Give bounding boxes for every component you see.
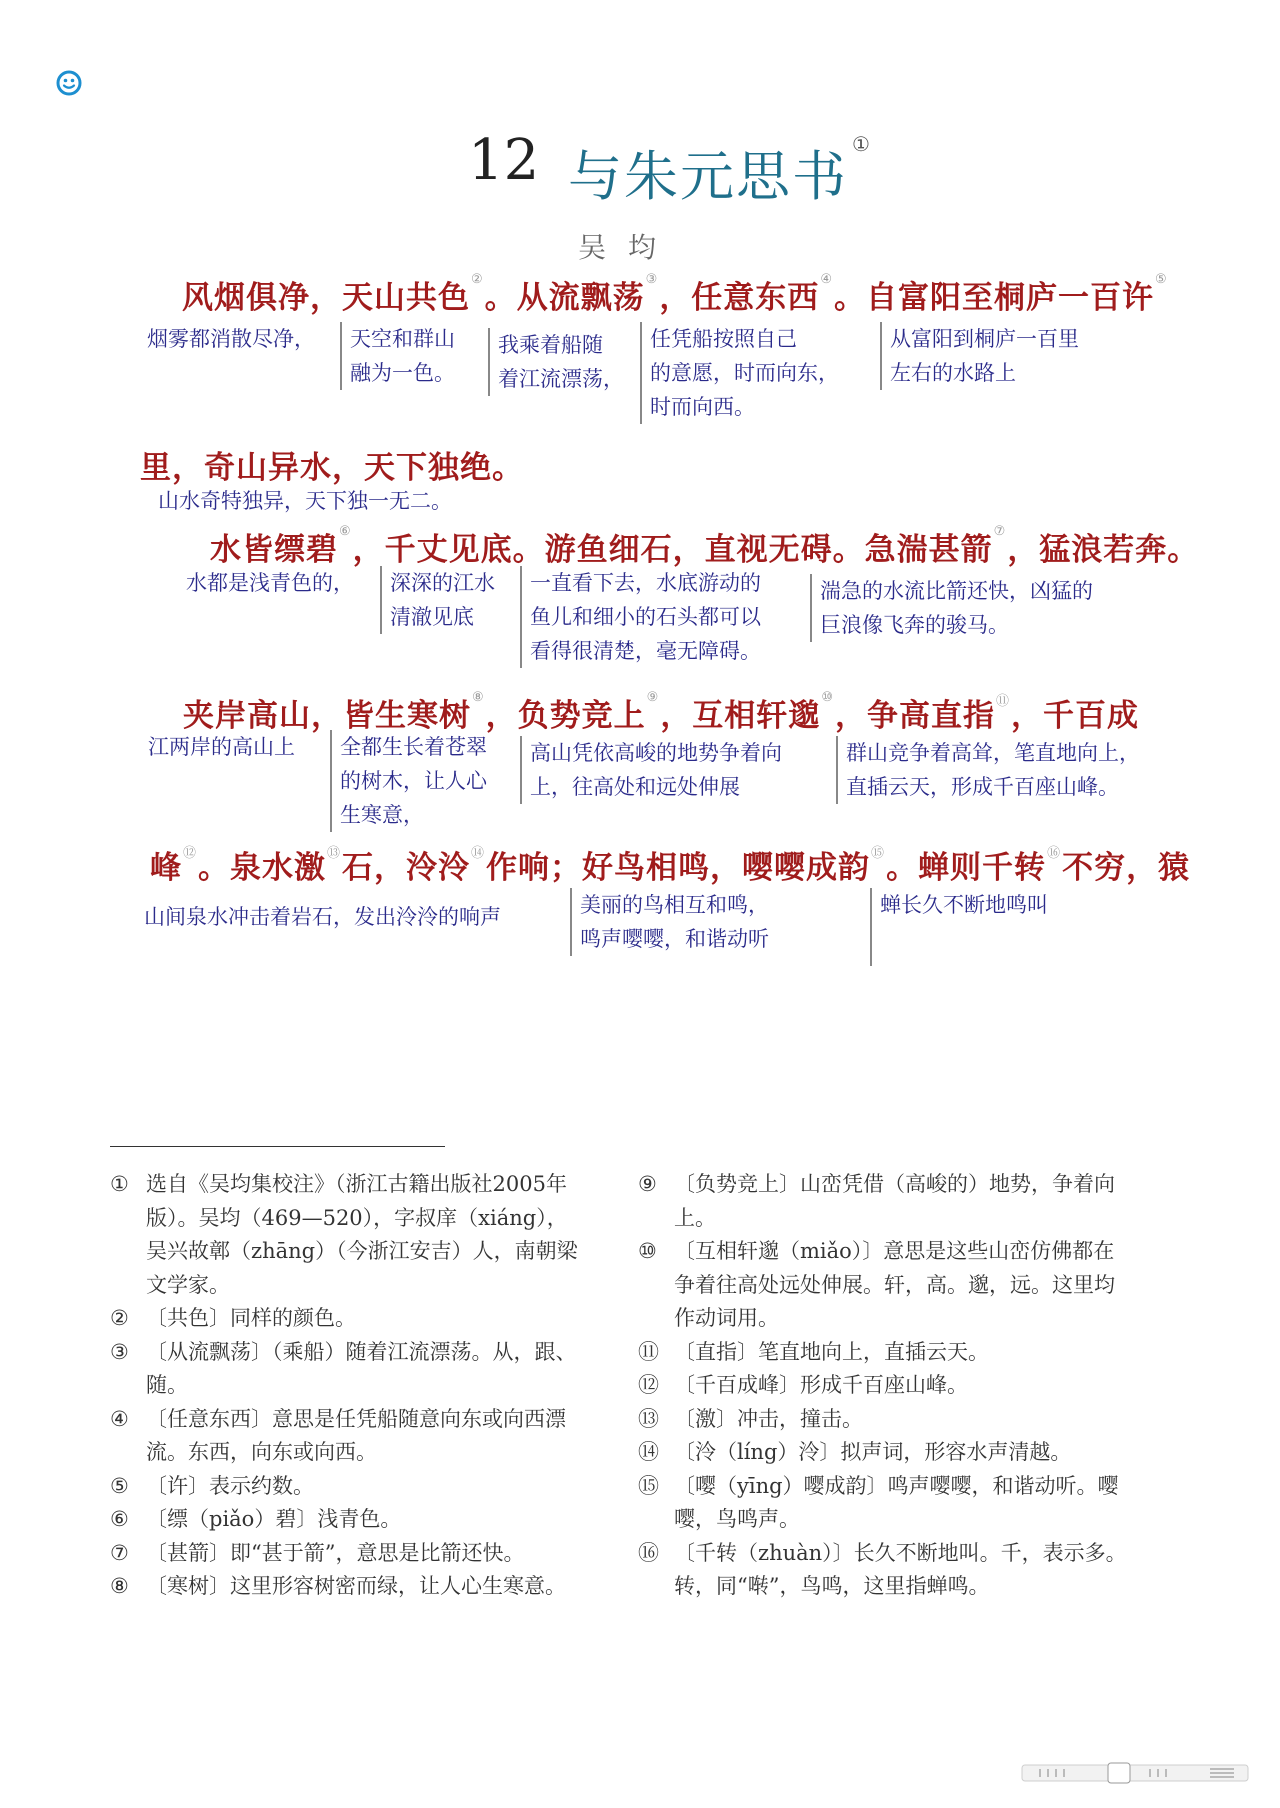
footnote	[110, 1403, 588, 1470]
footnote	[638, 1537, 1128, 1604]
footnote	[638, 1436, 1128, 1470]
footnote-number: ⑤	[110, 1473, 129, 1498]
footnote-number: ④	[110, 1406, 129, 1431]
text-line-1: 风烟俱净，天山共色②。从流飘荡③，任意东西④。自富阳至桐庐一百许⑤	[182, 272, 1168, 316]
gloss: 全都生长着苍翠 的树木，让人心 生寒意，	[330, 730, 487, 832]
footnote	[638, 1168, 1128, 1235]
smiley-icon	[56, 70, 82, 96]
footnote-number: ⑩	[638, 1239, 657, 1263]
footnote-number: ⑮	[638, 1473, 659, 1498]
title-note-mark: ①	[852, 132, 872, 156]
gloss: 高山凭依高峻的地势争着向 上，往高处和远处伸展	[520, 736, 782, 804]
footnote-number: ⑦	[110, 1540, 129, 1565]
footnote	[638, 1403, 1128, 1437]
gloss: 深深的江水 清澈见底	[380, 566, 495, 634]
gloss: 群山竞争着高耸，笔直地向上， 直插云天，形成千百座山峰。	[836, 736, 1140, 804]
footnote-text: 〔许〕表示约数。	[146, 1473, 314, 1498]
footnote	[638, 1235, 1128, 1336]
footnote-number: ⑧	[110, 1574, 129, 1598]
footnote-text: 〔甚箭〕即“甚于箭”，意思是比箭还快。	[146, 1540, 525, 1565]
footnote	[110, 1570, 588, 1604]
footnotes-left	[110, 1168, 588, 1604]
footnote-number: ①	[110, 1172, 129, 1196]
gloss: 从富阳到桐庐一百里 左右的水路上	[880, 322, 1079, 390]
footnote-number: ⑬	[638, 1406, 659, 1431]
footnote-text: 〔嘤（yīng）嘤成韵〕鸣声嘤嘤，和谐动听。嘤嘤，鸟鸣声。	[674, 1473, 1119, 1531]
gloss: 水都是浅青色的，	[186, 571, 354, 595]
footnote-text: 〔负势竞上〕山峦凭借（高峻的）地势，争着向上。	[674, 1172, 1115, 1230]
footnote-text: 〔从流飘荡〕（乘船）随着江流漂荡。从，跟、随。	[146, 1339, 577, 1397]
footnote-number: ⑨	[638, 1172, 657, 1196]
footnote	[110, 1470, 588, 1504]
lesson-number: 12	[468, 128, 540, 193]
footnote	[110, 1302, 588, 1336]
footnote-text: 〔泠（líng）泠〕拟声词，形容水声清越。	[674, 1440, 1072, 1464]
footnote-text: 〔激〕冲击，撞击。	[674, 1406, 863, 1431]
author: 吴均	[578, 231, 679, 264]
footnote-number: ⑫	[638, 1373, 659, 1397]
gloss: 美丽的鸟相互和鸣， 鸣声嘤嘤，和谐动听	[570, 888, 769, 956]
footnote-text: 〔直指〕笔直地向上，直插云天。	[674, 1339, 989, 1364]
lesson-title-text: 与朱元思书	[568, 145, 848, 208]
gloss: 我乘着船随 着江流漂荡，	[488, 328, 624, 396]
footnote-number: ⑪	[638, 1339, 659, 1364]
footnote	[110, 1537, 588, 1571]
gloss: 山间泉水冲击着岩石，发出泠泠的响声	[144, 905, 501, 929]
gloss: 一直看下去，水底游动的 鱼儿和细小的石头都可以 看得很清楚，毫无障碍。	[520, 566, 761, 668]
footnote-text: 〔共色〕同样的颜色。	[146, 1306, 356, 1330]
text-line-4: 夹岸高山，皆生寒树⑧，负势竞上⑨，互相轩邈⑩，争高直指⑪，千百成	[183, 690, 1139, 734]
gloss: 湍急的水流比箭还快，凶猛的 巨浪像飞奔的骏马。	[810, 574, 1093, 642]
gloss: 烟雾都消散尽净，	[147, 327, 315, 351]
footnote	[110, 1168, 588, 1302]
footnote	[110, 1503, 588, 1537]
footnote-number: ③	[110, 1339, 129, 1364]
gloss: 蝉长久不断地鸣叫	[870, 888, 1048, 966]
footnote-text: 〔缥（piǎo）碧〕浅青色。	[146, 1507, 402, 1531]
gloss: 山水奇特独异，天下独一无二。	[158, 489, 452, 513]
footnote-text: 〔互相轩邈（miǎo）〕意思是这些山峦仿佛都在争着往高处远处伸展。轩，高。邈，远。这里均作动词用。	[674, 1239, 1115, 1330]
footnote-text: 〔千转（zhuàn）〕长久不断地叫。千，表示多。转，同“啭”，鸟鸣，这里指蝉鸣。	[674, 1540, 1127, 1598]
footnote	[638, 1369, 1128, 1403]
footnote	[110, 1336, 588, 1403]
footnote-number: ⑯	[638, 1540, 659, 1565]
text-line-2: 里，奇山异水，天下独绝。	[140, 450, 524, 486]
footnote-text: 〔千百成峰〕形成千百座山峰。	[674, 1373, 968, 1397]
footnotes-right	[638, 1168, 1128, 1604]
gloss: 任凭船按照自己 的意愿，时而向东， 时而向西。	[640, 322, 839, 424]
text-line-5: 峰⑫。泉水激⑬石，泠泠⑭作响；好鸟相鸣，嘤嘤成韵⑮。蝉则千转⑯不穷，猿	[150, 846, 1191, 886]
gloss: 江两岸的高山上	[148, 735, 295, 759]
footnote-divider	[110, 1146, 445, 1147]
footnote-text: 选自《吴均集校注》（浙江古籍出版社2005年版）。吴均（469—520），字叔庠（xiáng），吴兴故鄣（zhāng）（今浙江安吉）人，南朝梁文学家。	[146, 1172, 578, 1297]
footnote	[638, 1470, 1128, 1537]
footnote	[638, 1336, 1128, 1370]
scroll-handle-icon[interactable]	[1020, 1762, 1250, 1784]
lesson-title	[568, 134, 872, 211]
footnote-text: 〔寒树〕这里形容树密而绿，让人心生寒意。	[146, 1574, 566, 1598]
footnote-number: ②	[110, 1306, 129, 1330]
footnote-number: ⑭	[638, 1440, 659, 1464]
text-line-3: 水皆缥碧⑥，千丈见底。游鱼细石，直视无碍。急湍甚箭⑦，猛浪若奔。	[210, 524, 1200, 568]
footnote-number: ⑥	[110, 1507, 129, 1531]
footnote-text: 〔任意东西〕意思是任凭船随意向东或向西漂流。东西，向东或向西。	[146, 1406, 566, 1464]
gloss: 天空和群山 融为一色。	[340, 322, 455, 390]
